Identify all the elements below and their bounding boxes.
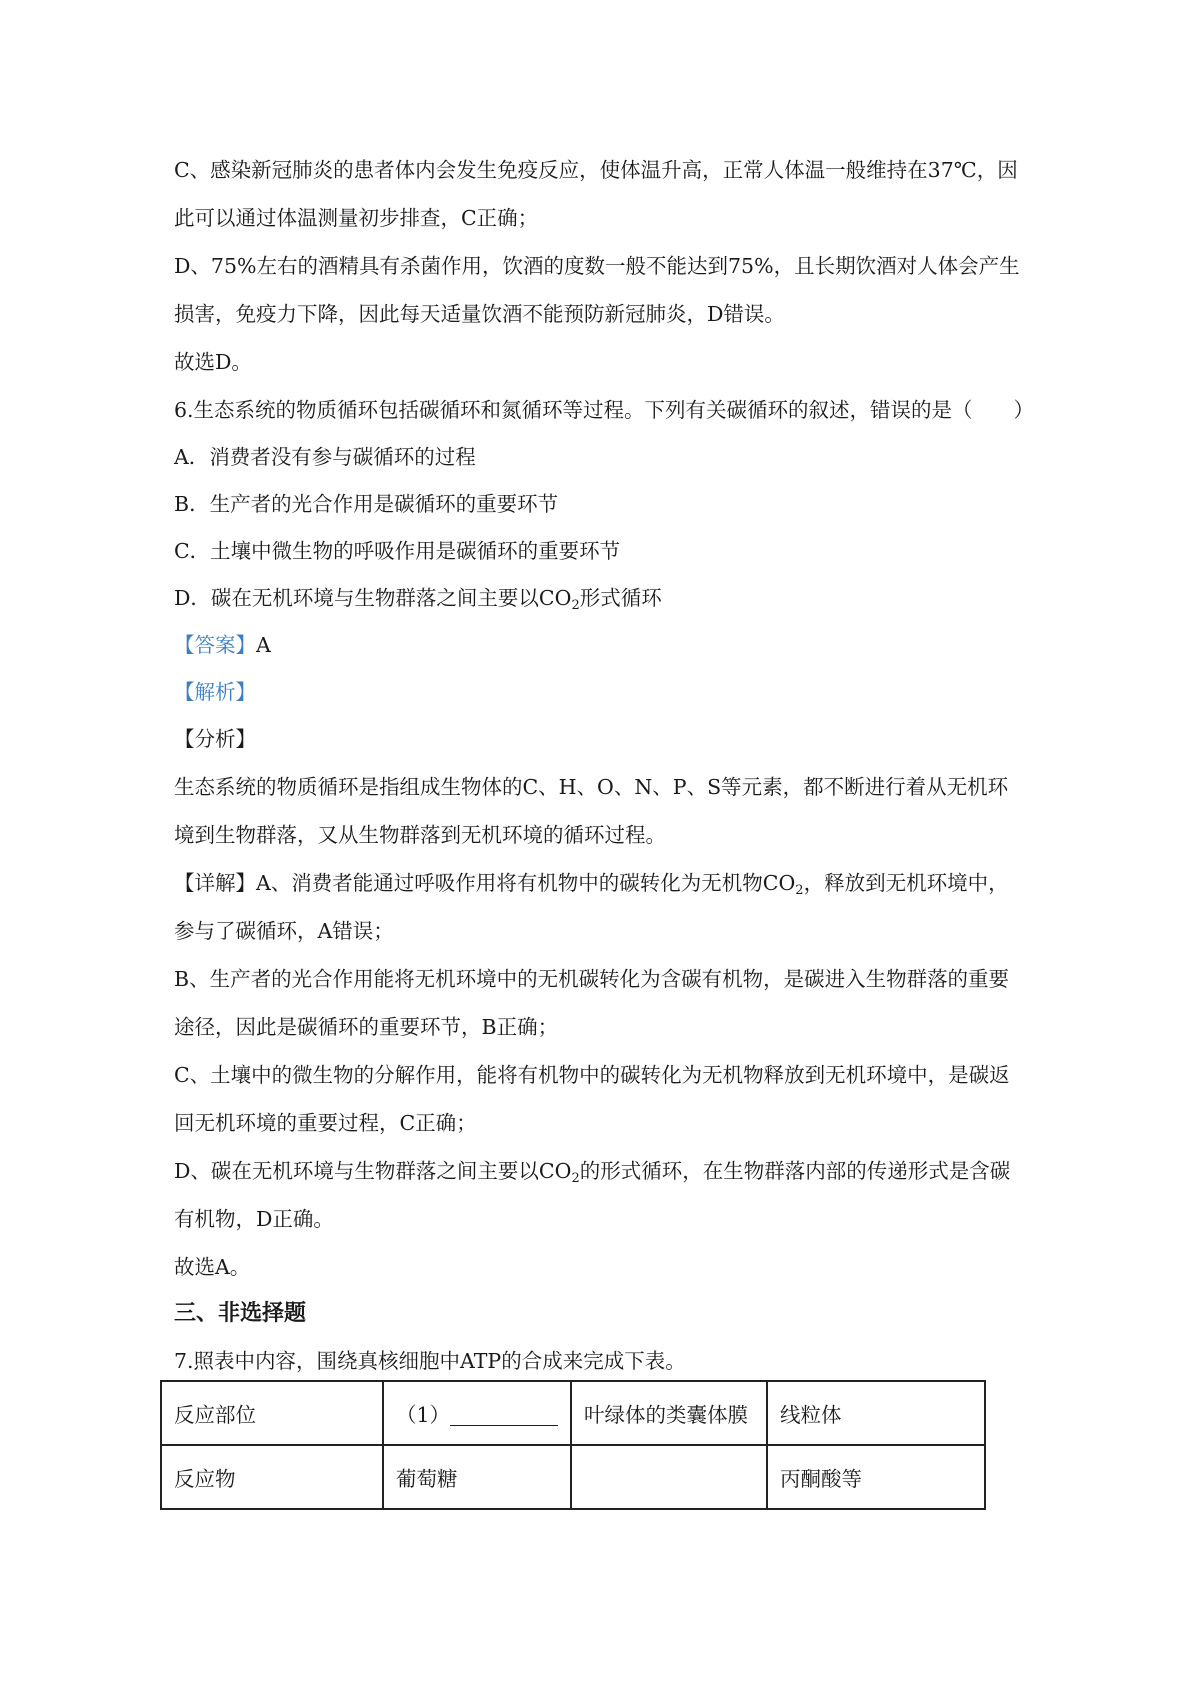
detail-tail: 的形式循环，在生物群落内部的传递形式是含碳 [579,1159,1011,1183]
option-d [174,584,662,612]
analysis-label: 【解析】 [174,680,256,704]
subscript: 2 [571,598,580,613]
text-line: B、生产者的光合作用能将无机环境中的无机碳转化为含碳有机物，是碳进入生物群落的重要 [174,967,1010,991]
option-a: A．消费者没有参与碳循环的过程 [174,445,476,469]
question-6: 6.生态系统的物质循环包括碳循环和氮循环等过程。下列有关碳循环的叙述，错误的是（ ） [174,398,1035,422]
text-line: 境到生物群落，又从生物群落到无机环境的循环过程。 [174,823,666,847]
table-cell [383,1381,571,1445]
text-line: 回无机环境的重要过程，C正确； [174,1111,477,1135]
detail-line [174,869,1009,897]
atp-table [160,1380,986,1510]
subscript: 2 [795,883,804,898]
option-b: B．生产者的光合作用是碳循环的重要环节 [174,492,559,516]
table-row [161,1381,985,1445]
text-line: C、感染新冠肺炎的患者体内会发生免疫反应，使体温升高，正常人体温一般维持在37℃，因 [174,158,1018,182]
answer-label: 【答案】 [174,633,256,657]
text-line: C、土壤中的微生物的分解作用，能将有机物中的碳转化为无机物释放到无机环境中，是碳返 [174,1063,1010,1087]
table-cell: 叶绿体的类囊体膜 [571,1381,767,1445]
answer-blank[interactable] [450,1407,558,1426]
text-line: 参与了碳循环，A错误； [174,919,394,943]
table-cell: 反应部位 [161,1381,383,1445]
answer-line [174,631,271,659]
table-cell: 丙酮酸等 [767,1445,985,1509]
text-line: 途径，因此是碳循环的重要环节，B正确； [174,1015,559,1039]
detail-text: D、碳在无机环境与生物群落之间主要以CO [174,1159,572,1183]
option-d-tail: 形式循环 [579,586,662,610]
fenxi-label: 【分析】 [174,727,256,751]
subscript: 2 [571,1171,580,1186]
option-d-text: D．碳在无机环境与生物群落之间主要以CO [174,586,572,610]
text-line: 生态系统的物质循环是指组成生物体的C、H、O、N、P、S等元素，都不断进行着从无机环 [174,775,1009,799]
blank-label: （1） [396,1403,451,1427]
detail-line [174,1157,1010,1185]
text-line: 有机物，D正确。 [174,1207,334,1231]
text-line: D、75%左右的酒精具有杀菌作用，饮酒的度数一般不能达到75%，且长期饮酒对人体会产生 [174,254,1020,278]
text-line: 此可以通过体温测量初步排查，C正确； [174,206,539,230]
table-cell [571,1445,767,1509]
section-heading: 三、非选择题 [174,1301,307,1326]
question-7: 7.照表中内容，围绕真核细胞中ATP的合成来完成下表。 [174,1349,686,1373]
text-line: 故选D。 [174,350,252,374]
answer-value: A [256,633,271,657]
detail-text: 【详解】A、消费者能通过呼吸作用将有机物中的碳转化为无机物CO [174,871,796,895]
text-line: 故选A。 [174,1255,251,1279]
text-line: 损害，免疫力下降，因此每天适量饮酒不能预防新冠肺炎，D错误。 [174,302,785,326]
detail-tail: ，释放到无机环境中， [803,871,1009,895]
table-cell: 线粒体 [767,1381,985,1445]
table-row [161,1445,985,1509]
table-cell: 反应物 [161,1445,383,1509]
option-c: C．土壤中微生物的呼吸作用是碳循环的重要环节 [174,539,621,563]
table-cell: 葡萄糖 [383,1445,571,1509]
